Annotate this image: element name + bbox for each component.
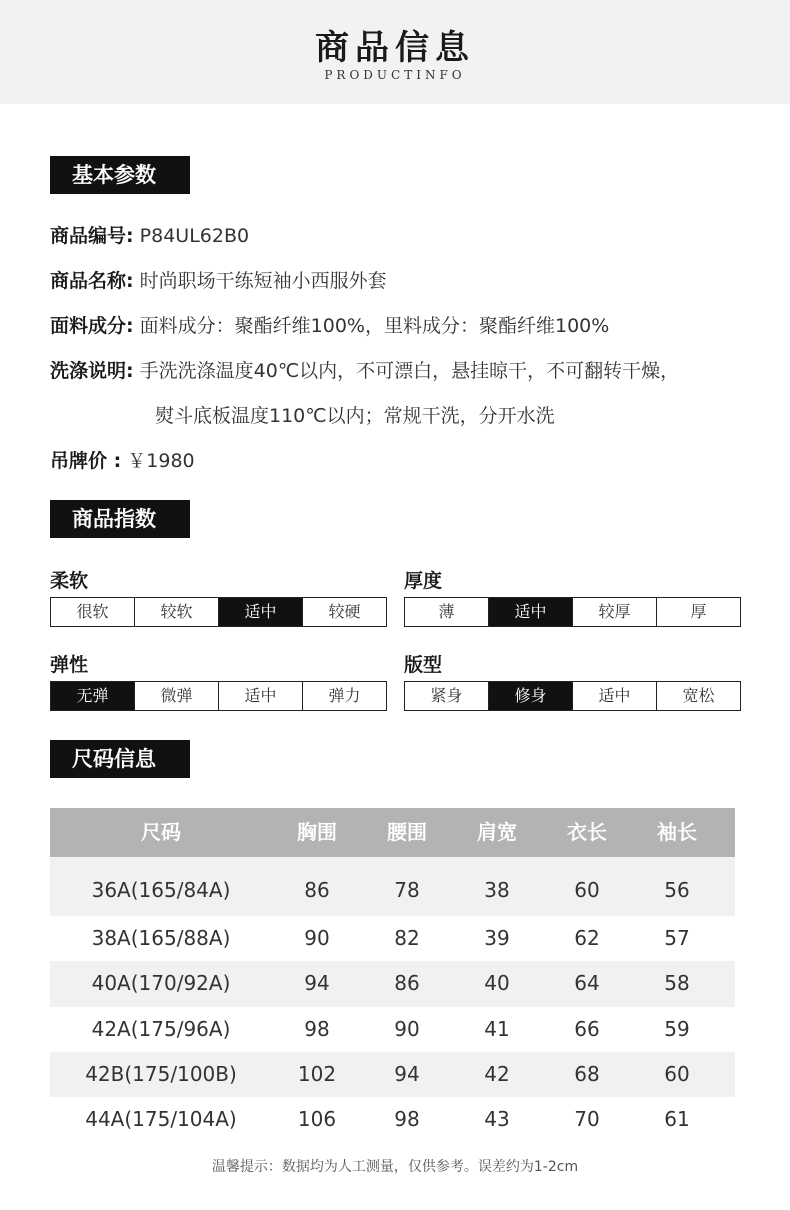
measurement-note: 温馨提示：数据均为人工测量，仅供参考。误差约为1-2cm [211, 1159, 579, 1175]
section-product-index: 商品指数 [50, 500, 190, 538]
scale-option: 较硬 [302, 598, 386, 626]
table-cell: 38A(165/88A) [91, 926, 231, 950]
info-row-name [50, 267, 387, 295]
table-cell: 58 [664, 971, 690, 996]
table-cell: 44A(175/104A) [85, 1107, 237, 1132]
table-row [50, 1007, 735, 1052]
table-cell: 42A(175/96A) [91, 1016, 231, 1041]
table-cell: 78 [394, 878, 420, 902]
info-label: 洗涤说明: [50, 360, 134, 382]
table-cell: 59 [664, 1016, 690, 1041]
info-label: 商品编号: [50, 225, 134, 247]
scale-option: 无弹 [51, 682, 134, 710]
table-cell: 41 [484, 1016, 510, 1041]
table-cell: 40A(170/92A) [91, 971, 231, 996]
table-cell: 82 [394, 926, 420, 950]
size-table-header [50, 808, 735, 857]
header-cell: 尺码 [141, 820, 181, 844]
scale-option: 厚 [656, 598, 740, 626]
page-subtitle: PRODUCTINFO [324, 68, 466, 82]
scale-option: 适中 [218, 598, 302, 626]
section-basic-params: 基本参数 [50, 156, 190, 194]
table-cell: 98 [394, 1107, 420, 1132]
info-row-price [50, 447, 195, 475]
header-cell: 胸围 [297, 820, 337, 844]
size-table-body [50, 857, 735, 1142]
header-cell: 衣长 [567, 820, 607, 844]
table-row [50, 1052, 735, 1097]
table-cell: 64 [574, 971, 600, 996]
scale-thickness [404, 597, 741, 627]
table-cell: 36A(165/84A) [91, 878, 231, 902]
table-cell: 94 [394, 1061, 420, 1086]
scale-option: 微弹 [134, 682, 218, 710]
scale-option: 宽松 [656, 682, 740, 710]
table-cell: 98 [304, 1016, 330, 1041]
table-cell: 60 [664, 1061, 690, 1086]
info-row-washing [50, 357, 679, 385]
table-cell: 94 [304, 971, 330, 996]
info-label: 面料成分: [50, 315, 134, 337]
info-label: 吊牌价 : [50, 450, 122, 472]
info-label: 商品名称: [50, 270, 134, 292]
scale-option: 适中 [572, 682, 656, 710]
size-table [50, 808, 735, 1142]
info-row-code [50, 222, 249, 250]
table-cell: 102 [297, 1061, 337, 1086]
table-row [50, 857, 735, 916]
table-cell: 66 [574, 1016, 600, 1041]
table-row [50, 916, 735, 961]
table-cell: 90 [304, 926, 330, 950]
info-washing-continued: 熨斗底板温度110℃以内；常规干洗，分开水洗 [155, 405, 555, 427]
table-cell: 68 [574, 1061, 600, 1086]
table-cell: 86 [394, 971, 420, 996]
info-value: ￥1980 [127, 450, 195, 472]
table-cell: 62 [574, 926, 600, 950]
info-value: 时尚职场干练短袖小西服外套 [139, 270, 387, 292]
table-cell: 43 [484, 1107, 510, 1132]
table-cell: 38 [484, 878, 510, 902]
page-title: 商品信息 [315, 28, 475, 68]
scale-option: 紧身 [430, 686, 463, 705]
info-value: P84UL62B0 [139, 225, 250, 247]
header-cell: 肩宽 [477, 820, 517, 844]
table-cell: 42 [484, 1061, 510, 1086]
table-cell: 106 [297, 1107, 337, 1132]
table-cell: 60 [574, 878, 600, 902]
scale-option: 适中 [218, 682, 302, 710]
scale-elasticity [50, 681, 387, 711]
scale-option: 很软 [76, 602, 109, 621]
table-cell: 90 [394, 1016, 420, 1041]
table-cell: 40 [484, 971, 510, 996]
scale-softness [50, 597, 387, 627]
section-size-info: 尺码信息 [50, 740, 190, 778]
scale-option: 薄 [438, 602, 455, 621]
table-cell: 61 [664, 1107, 690, 1132]
table-cell: 39 [484, 926, 510, 950]
table-row [50, 1097, 735, 1142]
scale-option: 较软 [134, 598, 218, 626]
scale-fit [404, 681, 741, 711]
info-value: 面料成分：聚酯纤维100%，里料成分：聚酯纤维100% [139, 315, 610, 337]
table-cell: 86 [304, 878, 330, 902]
info-value: 手洗洗涤温度40℃以内，不可漂白，悬挂晾干，不可翻转干燥， [139, 360, 680, 382]
header-cell: 袖长 [657, 820, 697, 844]
header-cell: 腰围 [387, 820, 427, 844]
scale-option: 较厚 [572, 598, 656, 626]
table-cell: 70 [574, 1107, 600, 1132]
table-row [50, 961, 735, 1006]
scale-option: 弹力 [302, 682, 386, 710]
index-label-fit: 版型 [404, 654, 443, 676]
table-cell: 57 [664, 926, 690, 950]
scale-option: 修身 [488, 682, 572, 710]
page-header [0, 0, 790, 104]
table-cell: 42B(175/100B) [85, 1061, 237, 1086]
index-label-thickness: 厚度 [404, 570, 443, 592]
scale-option: 适中 [488, 598, 572, 626]
index-label-elasticity: 弹性 [50, 654, 89, 676]
table-cell: 56 [664, 878, 690, 902]
index-label-softness: 柔软 [50, 570, 89, 592]
info-row-fabric [50, 312, 609, 340]
